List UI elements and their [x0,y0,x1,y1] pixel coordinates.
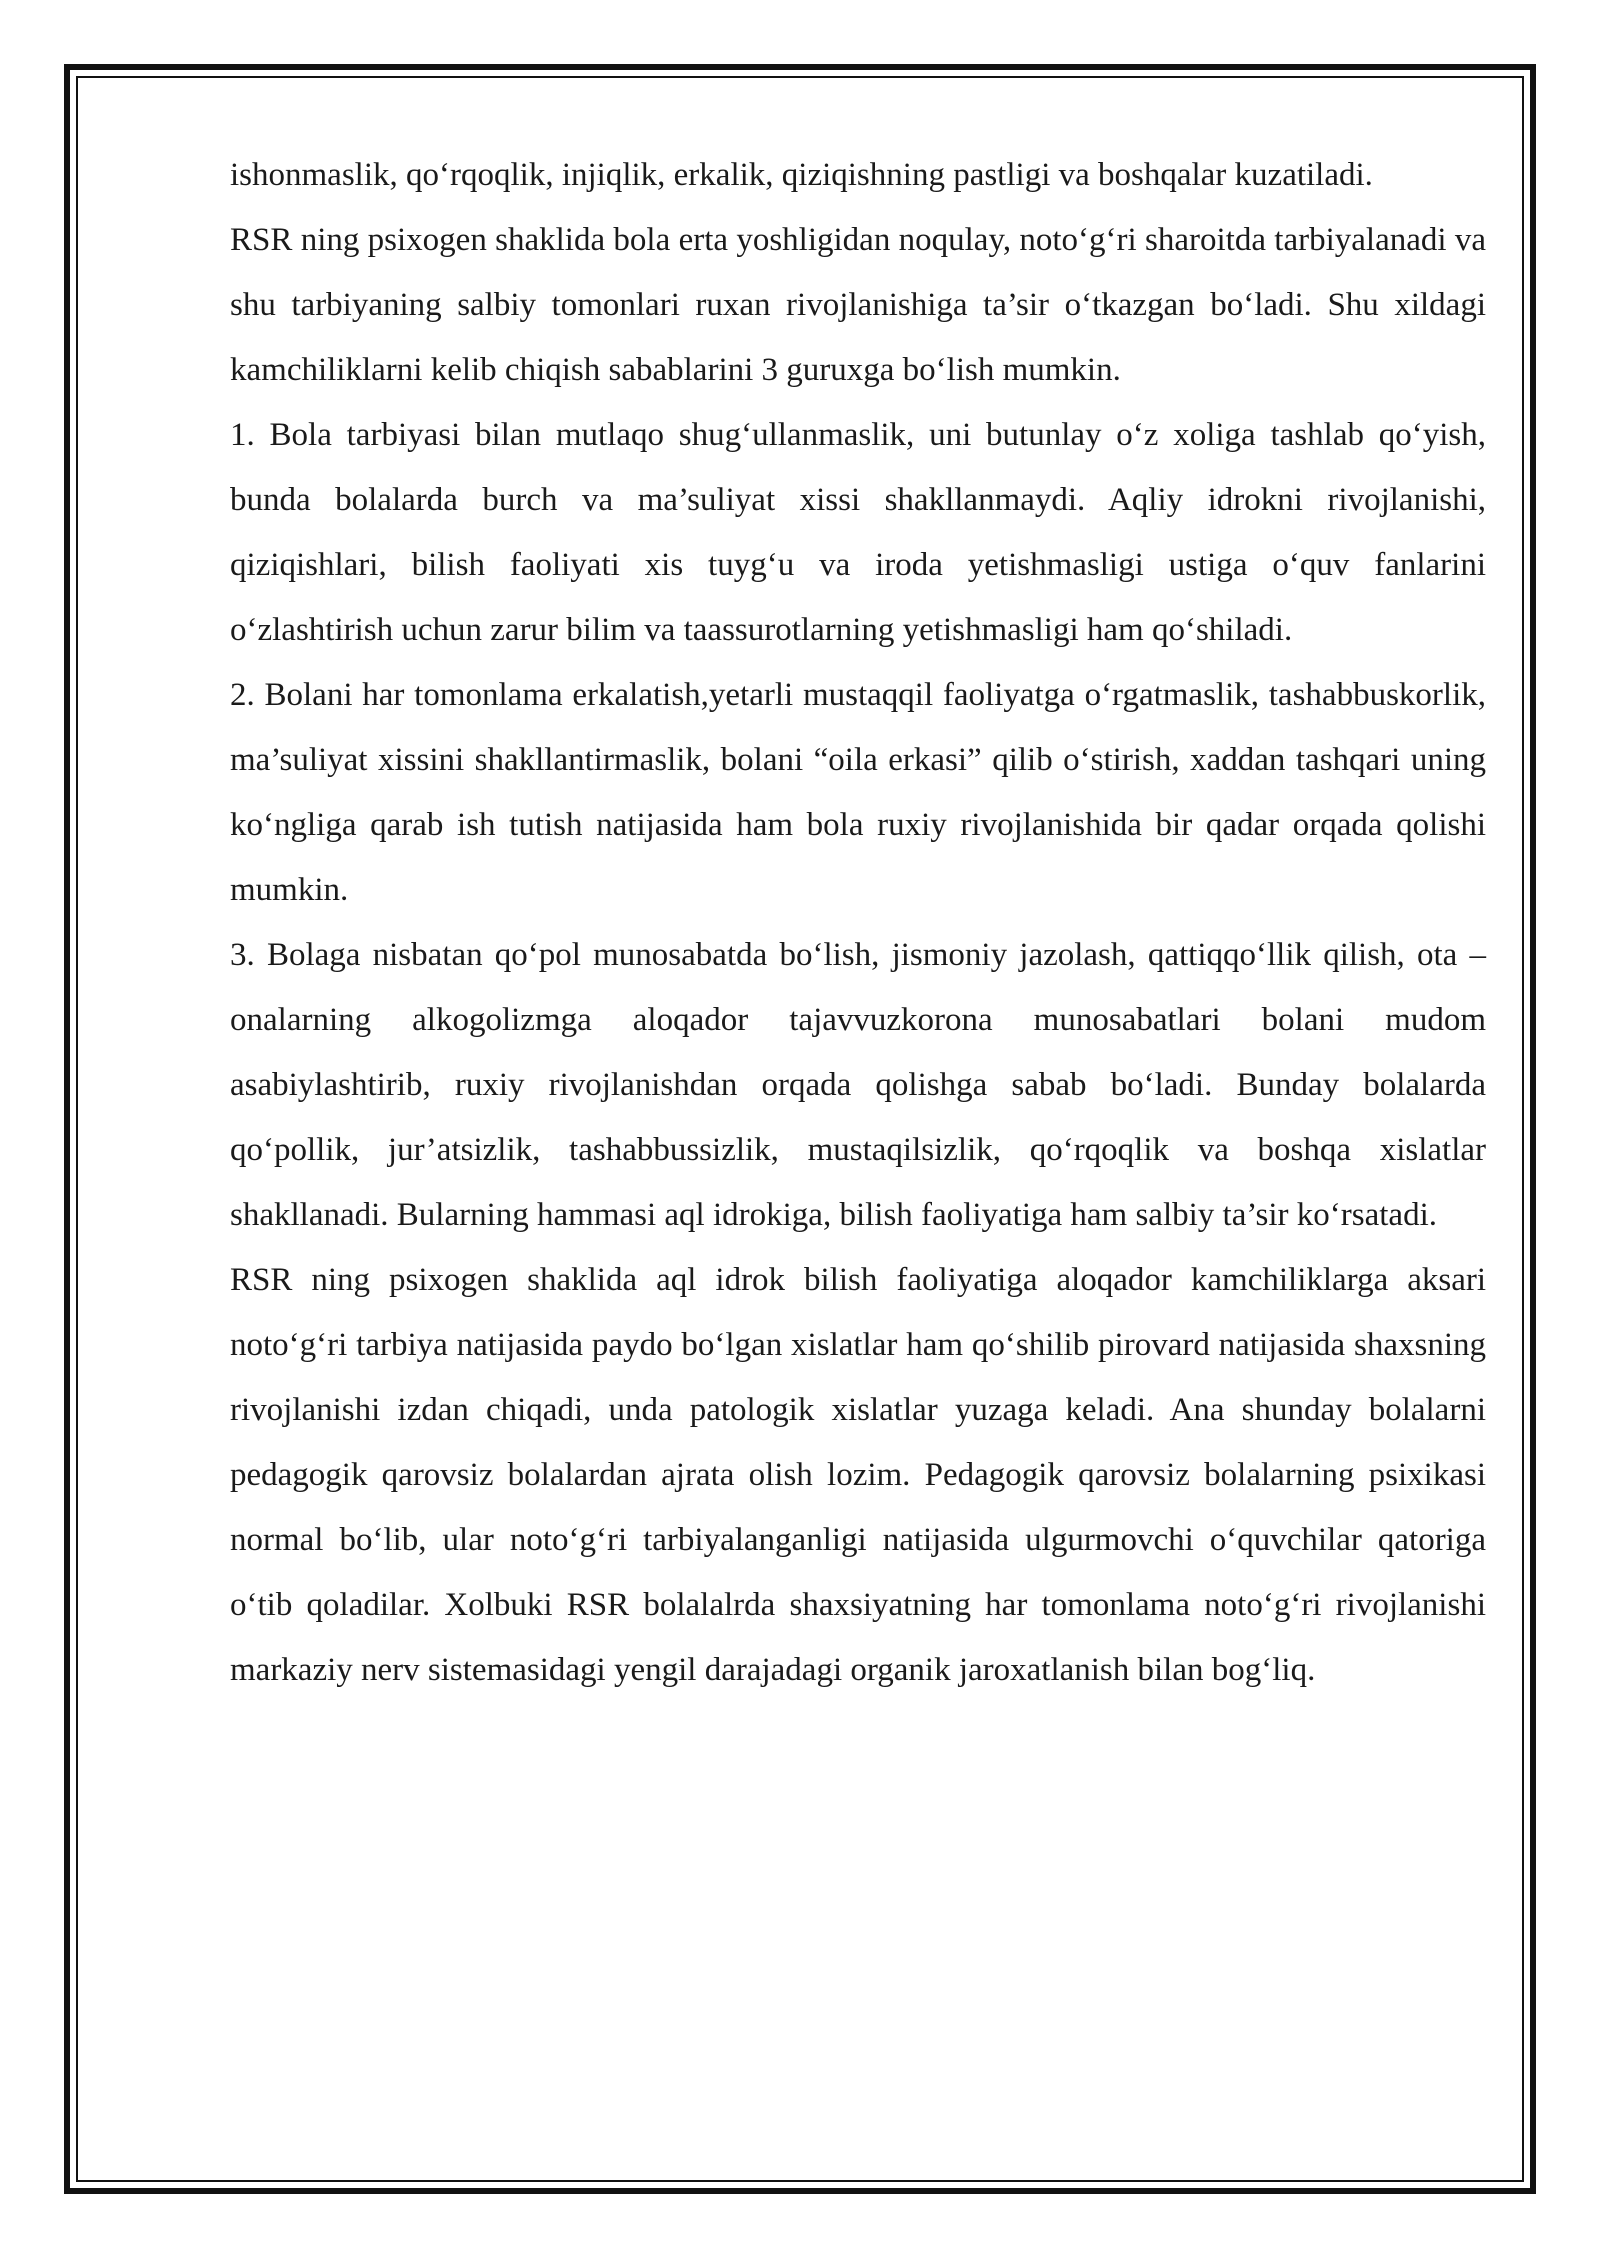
paragraph-conclusion: RSR ning psixogen shaklida aql idrok bilish faoliyatiga aloqador kamchiliklarga aksari noto‘g‘ri tarbiya natijasida paydo bo‘lgan xislatlar ham qo‘shilib pirovard natijasida shaxsning rivojlanishi izdan chiqadi, unda patologik xislatlar yuzaga keladi. Ana shunday bolalarni pedagogik qarovsiz bolalardan ajrata olish lozim. Pedagogik qarovsiz bolalarning psixikasi normal bo‘lib, ular noto‘g‘ri tarbiyalanganligi natijasida ulgurmovchi o‘quvchilar qatoriga o‘tib qoladilar. Xolbuki RSR bolalalrda shaxsiyatning har tomonlama noto‘g‘ri rivojlanishi markaziy nerv sistemasidagi yengil darajadagi organik jaroxatlanish bilan bog‘liq. [230,1262,1486,1688]
paragraph-reason-2: 2. Bolani har tomonlama erkalatish,yetarli mustaqqil faoliyatga o‘rgatmaslik, tashabbuskorlik, ma’suliyat xissini shakllantirmaslik, bolani “oila erkasi” qilib o‘stirish, xaddan tashqari uning ko‘ngliga qarab ish tutish natijasida ham bola ruxiy rivojlanishida bir qadar orqada qolishi mumkin. [230,677,1486,908]
paragraph-reason-1: 1. Bola tarbiyasi bilan mutlaqo shug‘ullanmaslik, uni butunlay o‘z xoliga tashlab qo‘yish, bunda bolalarda burch va ma’suliyat xissi shakllanmaydi. Aqliy idrokni rivojlanishi, qiziqishlari, bilish faoliyati xis tuyg‘u va iroda yetishmasligi ustiga o‘quv fanlarini o‘zlashtirish uchun zarur bilim va taassurotlarning yetishmasligi ham qo‘shiladi. [230,417,1486,648]
paragraph-reason-3: 3. Bolaga nisbatan qo‘pol munosabatda bo‘lish, jismoniy jazolash, qattiqqo‘llik qilish, ota – onalarning alkogolizmga aloqador tajavvuzkorona munosabatlari bolani mudom asabiylashtirib, ruxiy rivojlanishdan orqada qolishga sabab bo‘ladi. Bunday bolalarda qo‘pollik, jur’atsizlik, tashabbussizlik, mustaqilsizlik, qo‘rqoqlik va boshqa xislatlar shakllanadi. Bularning hammasi aql idrokiga, bilish faoliyatiga ham salbiy ta’sir ko‘rsatadi. [230,937,1486,1233]
document-body [230,143,1486,1703]
paragraph-continuation: ishonmaslik, qo‘rqoqlik, injiqlik, erkalik, qiziqishning pastligi va boshqalar kuzatiladi. [230,157,1373,193]
paragraph-psychogenic-form: RSR ning psixogen shaklida bola erta yoshligidan noqulay, noto‘g‘ri sharoitda tarbiyalanadi va shu tarbiyaning salbiy tomonlari ruxan rivojlanishiga ta’sir o‘tkazgan bo‘ladi. Shu xildagi kamchiliklarni kelib chiqish sabablarini 3 guruxga bo‘lish mumkin. [230,222,1486,388]
